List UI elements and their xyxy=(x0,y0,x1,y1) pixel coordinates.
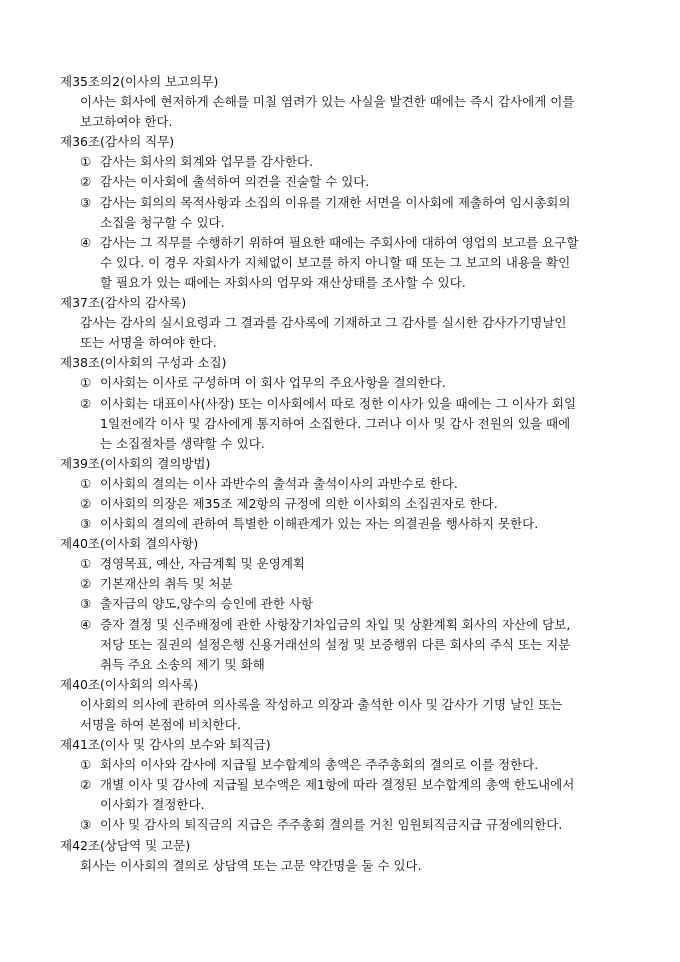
clause-continuation: 수 있다. 이 경우 자회사가 지체없이 보고를 하지 아니할 때 또는 그 보고의 내용을 확인 xyxy=(100,254,571,270)
article-section xyxy=(0,836,680,876)
clause-text: 이사회의 결의에 관하여 특별한 이해관계가 있는 자는 의결권을 행사하지 못한다. xyxy=(100,516,539,532)
clause-continuation: 소집을 청구할 수 있다. xyxy=(100,214,225,230)
clause-text: 이사회는 대표이사(사장) 또는 이사회에서 따로 정한 이사가 있을 때에는 그 이사가 회일 xyxy=(100,395,577,411)
clause-text: 기본재산의 취득 및 처분 xyxy=(100,576,233,592)
article-section xyxy=(0,534,680,675)
clause-number: ② xyxy=(80,777,92,793)
clause-item xyxy=(0,514,680,534)
article-paragraph: 보고하여야 한다. xyxy=(80,114,173,130)
article-section xyxy=(0,675,680,735)
clause-item xyxy=(0,594,680,614)
clause-number: ① xyxy=(80,757,92,773)
clause-text: 증자 결정 및 신주배정에 관한 사항장기차입금의 차입 및 상환계획 회사의 자산에 담보, xyxy=(100,616,571,632)
clause-continuation: 취득 주요 소송의 제기 및 화해 xyxy=(100,656,265,672)
clause-item xyxy=(0,152,680,172)
clause-item xyxy=(0,755,680,775)
clause-item xyxy=(0,574,680,594)
clause-item xyxy=(0,554,680,574)
clause-item xyxy=(0,815,680,835)
article-heading: 제41조(이사 및 감사의 보수와 퇴직금) xyxy=(60,737,271,753)
clause-text: 감사는 회사의 회계와 업무를 감사한다. xyxy=(100,154,314,170)
clause-number: ② xyxy=(80,174,92,190)
clause-text: 회사의 이사와 감사에 지급될 보수합계의 총액은 주주총회의 결의로 이를 정한다. xyxy=(100,757,539,773)
clause-continuation: 저당 또는 질권의 설정은행 신용거래선의 설정 및 보증행위 다른 회사의 주식 또는 지분 xyxy=(100,636,571,652)
document-page xyxy=(0,72,680,876)
clause-continuation: 할 필요가 있는 때에는 자회사의 업무와 재산상태를 조사할 수 있다. xyxy=(100,274,466,290)
clause-number: ③ xyxy=(80,817,92,833)
clause-text: 개별 이사 및 감사에 지급될 보수액은 제1항에 따라 결정된 보수합계의 총액 한도내에서 xyxy=(100,777,575,793)
clause-number: ① xyxy=(80,154,92,170)
clause-item xyxy=(0,474,680,494)
clause-text: 이사 및 감사의 퇴직금의 지급은 주주총회 결의를 거친 임원퇴직금지급 규정에의한다. xyxy=(100,817,563,833)
clause-number: ② xyxy=(80,395,92,411)
clause-item xyxy=(0,394,680,414)
article-paragraph: 회사는 이사회의 결의로 상담역 또는 고문 약간명을 둘 수 있다. xyxy=(80,857,422,873)
clause-number: ③ xyxy=(80,596,92,612)
clause-continuation: 이사회가 결정한다. xyxy=(100,797,205,813)
article-section xyxy=(0,454,680,534)
clause-number: ② xyxy=(80,576,92,592)
article-paragraph: 또는 서명을 하여야 한다. xyxy=(80,335,217,351)
article-heading: 제36조(감사의 직무) xyxy=(60,134,175,150)
clause-number: ④ xyxy=(80,616,92,632)
article-heading: 제40조(이사회 결의사항) xyxy=(60,536,199,552)
clause-number: ④ xyxy=(80,234,92,250)
clause-item xyxy=(0,494,680,514)
clause-item xyxy=(0,193,680,213)
clause-number: ② xyxy=(80,495,92,511)
clause-text: 경영목표, 예산, 자금계획 및 운영계획 xyxy=(100,556,305,572)
clause-item xyxy=(0,615,680,635)
clause-number: ① xyxy=(80,475,92,491)
article-paragraph: 감사는 감사의 실시요령과 그 결과를 감사록에 기재하고 그 감사를 실시한 감사가기명날인 xyxy=(80,315,567,331)
article-paragraph: 서명을 하여 본점에 비치한다. xyxy=(80,717,241,732)
article-section xyxy=(0,735,680,835)
article-section xyxy=(0,353,680,453)
clause-text: 이사회는 이사로 구성하며 이 회사 업무의 주요사항을 결의한다. xyxy=(100,375,446,391)
article-heading: 제37조(감사의 감사록) xyxy=(60,295,187,311)
clause-continuation: 는 소집절차를 생략할 수 있다. xyxy=(100,435,265,451)
clause-item xyxy=(0,172,680,192)
article-section xyxy=(0,72,680,132)
clause-text: 감사는 이사회에 출석하여 의견을 진술할 수 있다. xyxy=(100,174,370,190)
clause-number: ① xyxy=(80,375,92,391)
article-section xyxy=(0,293,680,353)
article-heading: 제39조(이사회의 결의방법) xyxy=(60,455,211,471)
article-heading: 제40조(이사회의 의사록) xyxy=(60,676,199,692)
clause-text: 출자금의 양도,양수의 승인에 관한 사항 xyxy=(100,596,314,612)
clause-continuation: 1일전에각 이사 및 감사에게 통지하여 소집한다. 그러나 이사 및 감사 전원의 있을 때에 xyxy=(100,415,571,431)
article-paragraph: 이사는 회사에 현저하게 손해를 미칠 염려가 있는 사실을 발견한 때에는 즉시 감사에게 이를 xyxy=(80,94,575,110)
article-paragraph: 이사회의 의사에 관하여 의사록을 작성하고 의장과 출석한 이사 및 감사가 기명 날인 또는 xyxy=(80,696,563,712)
clause-text: 이사회의 의장은 제35조 제2항의 규정에 의한 이사회의 소집권자로 한다. xyxy=(100,495,498,511)
clause-text: 감사는 그 직무를 수행하기 위하여 필요한 때에는 주회사에 대하여 영업의 보고를 요구할 xyxy=(100,234,579,250)
clause-number: ③ xyxy=(80,516,92,532)
article-heading: 제35조의2(이사의 보고의무) xyxy=(60,74,219,89)
article-section xyxy=(0,132,680,293)
clause-item xyxy=(0,373,680,393)
clause-number: ① xyxy=(80,556,92,572)
clause-item xyxy=(0,775,680,795)
clause-number: ③ xyxy=(80,194,92,210)
article-heading: 제42조(상담역 및 고문) xyxy=(60,837,191,853)
article-heading: 제38조(이사회의 구성과 소집) xyxy=(60,355,227,371)
clause-text: 이사회의 결의는 이사 과반수의 출석과 출석이사의 과반수로 한다. xyxy=(100,475,458,491)
clause-text: 감사는 회의의 목적사항과 소집의 이유를 기재한 서면을 이사회에 제출하여 임시총회의 xyxy=(100,194,571,210)
clause-item xyxy=(0,233,680,253)
